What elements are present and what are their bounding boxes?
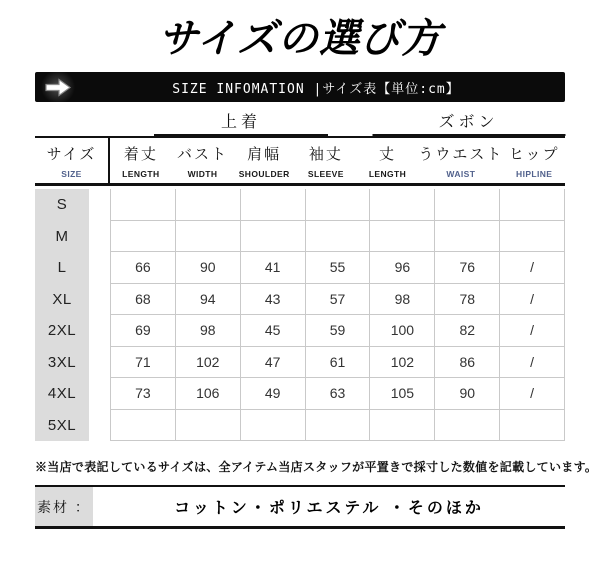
table-cell bbox=[500, 410, 565, 441]
table-cell: 96 bbox=[370, 252, 435, 283]
table-cell: / bbox=[500, 347, 565, 378]
table-row bbox=[111, 347, 565, 379]
table-cell: 45 bbox=[241, 315, 306, 346]
table-cell bbox=[176, 221, 241, 252]
material-label: 素材 ： bbox=[35, 487, 93, 526]
measurement-note: ※当店で表記しているサイズは、全アイテム当店スタッフが平置きで採寸した数値を記載しています。 bbox=[35, 460, 598, 474]
table-row bbox=[111, 410, 565, 442]
group-tops bbox=[110, 109, 372, 136]
table-cell: 55 bbox=[306, 252, 371, 283]
column-label-jp: ヒップ bbox=[508, 145, 560, 163]
size-label: 5XL bbox=[47, 416, 77, 434]
column-label-jp: バスト bbox=[177, 145, 229, 163]
size-header-en: SIZE bbox=[61, 168, 82, 179]
group-header-spacer bbox=[35, 109, 110, 136]
material-row bbox=[35, 485, 565, 529]
table-cell: 66 bbox=[111, 252, 176, 283]
size-label: 2XL bbox=[47, 322, 77, 340]
table-cell: 105 bbox=[370, 378, 435, 409]
size-label: L bbox=[57, 259, 67, 277]
group-tops-underline bbox=[154, 134, 328, 136]
table-cell: 106 bbox=[176, 378, 241, 409]
table-cell bbox=[306, 410, 371, 441]
size-label: M bbox=[55, 227, 69, 245]
table-cell: 94 bbox=[176, 284, 241, 315]
table-cell bbox=[241, 221, 306, 252]
table-row bbox=[111, 189, 565, 221]
table-cell bbox=[176, 410, 241, 441]
table-cell: 78 bbox=[435, 284, 500, 315]
table-row bbox=[111, 378, 565, 410]
table-row bbox=[111, 252, 565, 284]
table-cell: 59 bbox=[306, 315, 371, 346]
table-cell bbox=[111, 410, 176, 441]
size-column bbox=[35, 189, 89, 441]
size-guide-page bbox=[0, 16, 600, 529]
table-group-header bbox=[35, 109, 565, 136]
group-tops-label: 上着 bbox=[220, 114, 261, 131]
table-cell bbox=[111, 221, 176, 252]
column-label-jp: 袖丈 bbox=[308, 145, 343, 163]
column-label-en: LENGTH bbox=[122, 168, 160, 179]
table-cell: / bbox=[500, 378, 565, 409]
size-info-banner bbox=[35, 72, 565, 102]
data-grid bbox=[110, 189, 565, 441]
table-cell: 82 bbox=[435, 315, 500, 346]
table-cell: 47 bbox=[241, 347, 306, 378]
size-header-jp: サイズ bbox=[46, 145, 97, 163]
table-cell: 68 bbox=[111, 284, 176, 315]
table-cell bbox=[370, 410, 435, 441]
table-cell: 90 bbox=[435, 378, 500, 409]
table-cell bbox=[306, 221, 371, 252]
table-cell: 41 bbox=[241, 252, 306, 283]
size-label: XL bbox=[52, 290, 72, 308]
table-cell: 98 bbox=[370, 284, 435, 315]
table-cell bbox=[500, 189, 565, 220]
table-cell: 100 bbox=[370, 315, 435, 346]
column-label-jp: 肩幅 bbox=[247, 145, 282, 163]
table-cell bbox=[111, 189, 176, 220]
column-header bbox=[233, 138, 295, 183]
page-title: サイズの選び方 bbox=[158, 17, 442, 61]
column-header bbox=[357, 138, 419, 183]
table-row bbox=[111, 284, 565, 316]
table-cell bbox=[241, 410, 306, 441]
table-cell: 98 bbox=[176, 315, 241, 346]
table-cell bbox=[306, 189, 371, 220]
column-header bbox=[503, 138, 565, 183]
table-body bbox=[35, 189, 565, 441]
table-cell bbox=[435, 410, 500, 441]
table-header bbox=[35, 136, 565, 186]
table-cell: 57 bbox=[306, 284, 371, 315]
table-cell: 63 bbox=[306, 378, 371, 409]
table-cell bbox=[435, 189, 500, 220]
table-cell: 69 bbox=[111, 315, 176, 346]
table-row bbox=[111, 221, 565, 253]
column-label-en: HIPLINE bbox=[516, 168, 553, 179]
column-label-jp: 着丈 bbox=[123, 145, 158, 163]
table-cell: / bbox=[500, 284, 565, 315]
column-header bbox=[418, 138, 503, 183]
group-pants bbox=[372, 109, 565, 136]
table-cell: 71 bbox=[111, 347, 176, 378]
table-cell bbox=[370, 189, 435, 220]
column-header bbox=[110, 138, 172, 183]
table-cell: 43 bbox=[241, 284, 306, 315]
header-columns bbox=[110, 138, 565, 183]
group-pants-underline bbox=[372, 134, 565, 136]
table-cell: 49 bbox=[241, 378, 306, 409]
column-label-en: SLEEVE bbox=[307, 168, 344, 179]
size-label: S bbox=[56, 196, 68, 214]
column-label-jp: うウエスト bbox=[418, 145, 504, 163]
group-pants-label: ズボン bbox=[438, 114, 499, 131]
column-label-en: SHOULDER bbox=[238, 168, 290, 179]
size-label: 4XL bbox=[47, 385, 77, 403]
table-cell: / bbox=[500, 315, 565, 346]
table-cell: 90 bbox=[176, 252, 241, 283]
banner-title: SIZE INFOMATION |サイズ表【単位:cm】 bbox=[172, 81, 460, 97]
table-cell: 102 bbox=[370, 347, 435, 378]
table-row bbox=[111, 315, 565, 347]
size-label: 3XL bbox=[47, 353, 77, 371]
right-arrow-icon bbox=[35, 72, 81, 102]
table-cell: 61 bbox=[306, 347, 371, 378]
size-column-gap bbox=[89, 189, 110, 441]
column-label-en: LENGTH bbox=[368, 168, 407, 179]
table-cell bbox=[500, 221, 565, 252]
table-cell: / bbox=[500, 252, 565, 283]
column-header bbox=[172, 138, 234, 183]
table-cell: 73 bbox=[111, 378, 176, 409]
column-label-en: WAIST bbox=[446, 168, 476, 179]
column-label-jp: 丈 bbox=[379, 145, 397, 163]
table-cell: 86 bbox=[435, 347, 500, 378]
table-cell bbox=[176, 189, 241, 220]
column-label-en: WIDTH bbox=[187, 168, 218, 179]
material-value: コットン・ポリエステル ・そのほか bbox=[174, 500, 484, 517]
table-cell bbox=[241, 189, 306, 220]
table-cell bbox=[370, 221, 435, 252]
table-cell: 102 bbox=[176, 347, 241, 378]
table-cell: 76 bbox=[435, 252, 500, 283]
column-header bbox=[295, 138, 357, 183]
size-column-header bbox=[35, 138, 110, 183]
table-cell bbox=[435, 221, 500, 252]
